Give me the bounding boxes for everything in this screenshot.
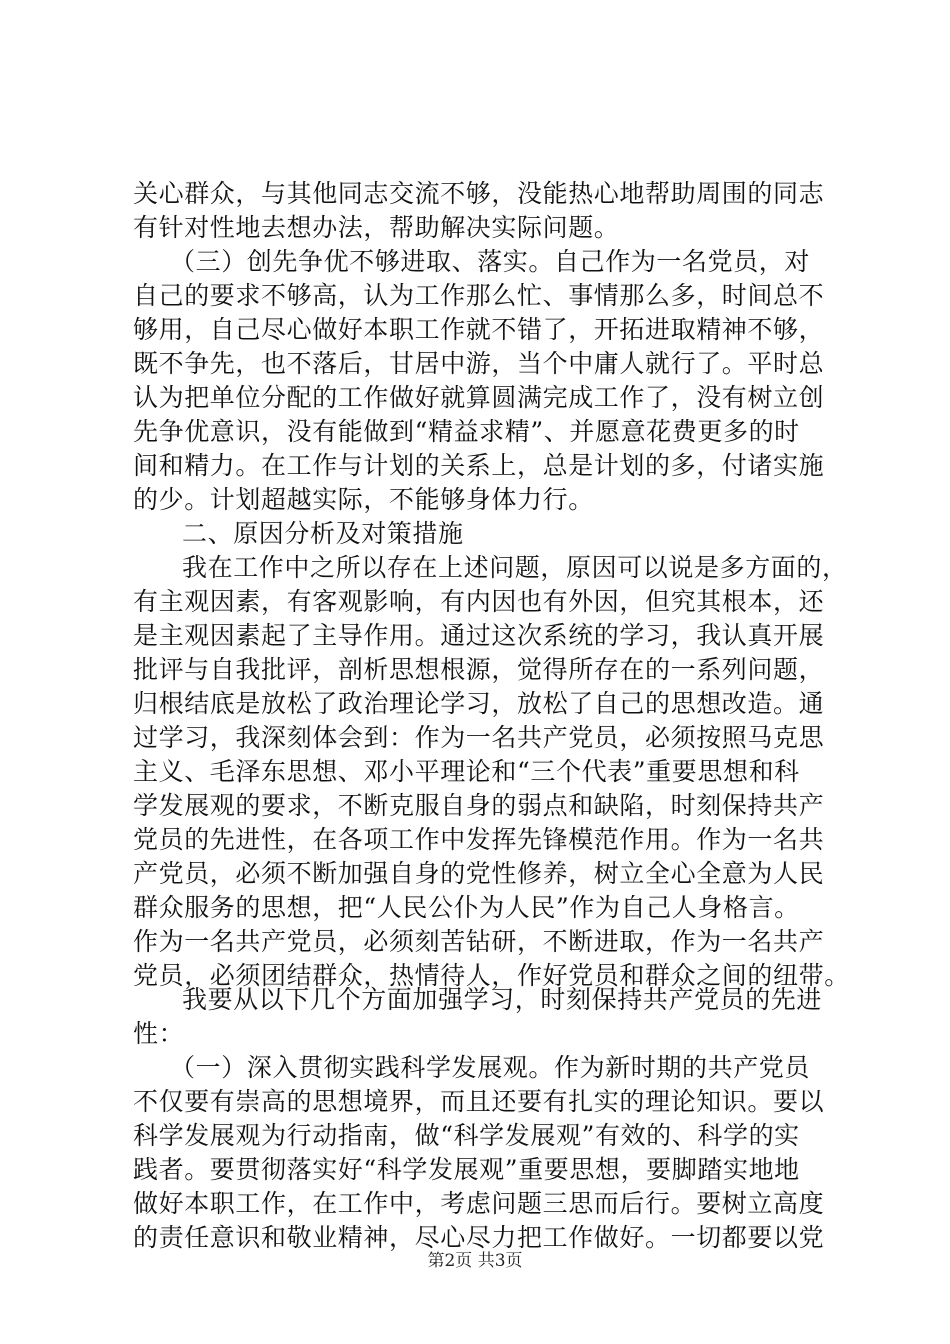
body-text-line: 过学习，我深刻体会到：作为一名共产党员，必须按照马克思 bbox=[133, 723, 825, 752]
body-text-line: 批评与自我批评，剖析思想根源，觉得所存在的一系列问题， bbox=[133, 655, 825, 684]
body-text-line: 够用，自己尽心做好本职工作就不错了，开拓进取精神不够， bbox=[133, 315, 825, 344]
body-text-line: 党员的先进性，在各项工作中发挥先锋模范作用。作为一名共 bbox=[133, 825, 825, 854]
body-text-line: 是主观因素起了主导作用。通过这次系统的学习，我认真开展 bbox=[133, 621, 825, 650]
body-text-line: 群众服务的思想，把“人民公仆为人民”作为自己人身格言。 bbox=[133, 893, 800, 922]
body-text-line: 我在工作中之所以存在上述问题，原因可以说是多方面的， bbox=[182, 553, 848, 582]
body-text-line: 党员，必须团结群众，热情待人，作好党员和群众之间的纽带。 bbox=[133, 961, 850, 990]
body-text-line: 产党员，必须不断加强自身的党性修养，树立全心全意为人民 bbox=[133, 859, 825, 888]
body-text-line: 的责任意识和敬业精神，尽心尽力把工作做好。一切都要以党 bbox=[133, 1223, 825, 1252]
body-text-line: 主义、毛泽东思想、邓小平理论和“三个代表”重要思想和科 bbox=[133, 757, 800, 786]
body-text-line: 我要从以下几个方面加强学习，时刻保持共产党员的先进 bbox=[182, 985, 823, 1014]
body-text-line: 践者。要贯彻落实好“科学发展观”重要思想，要脚踏实地地 bbox=[133, 1155, 800, 1184]
body-text-line: 性： bbox=[133, 1019, 185, 1048]
body-text-line: 间和精力。在工作与计划的关系上，总是计划的多，付诸实施 bbox=[133, 451, 825, 480]
body-text-line: 做好本职工作，在工作中，考虑问题三思而后行。要树立高度 bbox=[133, 1189, 825, 1218]
body-text-line: 作为一名共产党员，必须刻苦钻研，不断进取，作为一名共产 bbox=[133, 927, 825, 956]
body-text-line: （一）深入贯彻实践科学发展观。作为新时期的共产党员 bbox=[170, 1053, 811, 1082]
body-text-line: 认为把单位分配的工作做好就算圆满完成工作了，没有树立创 bbox=[133, 383, 825, 412]
body-text-line: 的少。计划超越实际，不能够身体力行。 bbox=[133, 485, 594, 514]
body-text-line: 有针对性地去想办法，帮助解决实际问题。 bbox=[133, 213, 620, 242]
body-text-line: 关心群众，与其他同志交流不够，没能热心地帮助周围的同志 bbox=[133, 179, 825, 208]
body-text-line: 先争优意识，没有能做到“精益求精”、并愿意花费更多的时 bbox=[133, 417, 800, 446]
body-text-line: 归根结底是放松了政治理论学习，放松了自己的思想改造。通 bbox=[133, 689, 825, 718]
body-text-line: 科学发展观为行动指南，做“科学发展观”有效的、科学的实 bbox=[133, 1121, 800, 1150]
body-text-line: 不仅要有崇高的思想境界，而且还要有扎实的理论知识。要以 bbox=[133, 1087, 825, 1116]
body-text-line: 自己的要求不够高，认为工作那么忙、事情那么多，时间总不 bbox=[133, 281, 825, 310]
body-text-line: （三）创先争优不够进取、落实。自己作为一名党员，对 bbox=[170, 247, 811, 276]
body-text-line: 有主观因素，有客观影响，有内因也有外因，但究其根本，还 bbox=[133, 587, 825, 616]
section-heading: 二、原因分析及对策措施 bbox=[182, 519, 464, 548]
body-text-line: 既不争先，也不落后，甘居中游，当个中庸人就行了。平时总 bbox=[133, 349, 825, 378]
page-footer: 第2页 共3页 bbox=[427, 1251, 523, 1271]
body-text-line: 学发展观的要求，不断克服自身的弱点和缺陷，时刻保持共产 bbox=[133, 791, 825, 820]
